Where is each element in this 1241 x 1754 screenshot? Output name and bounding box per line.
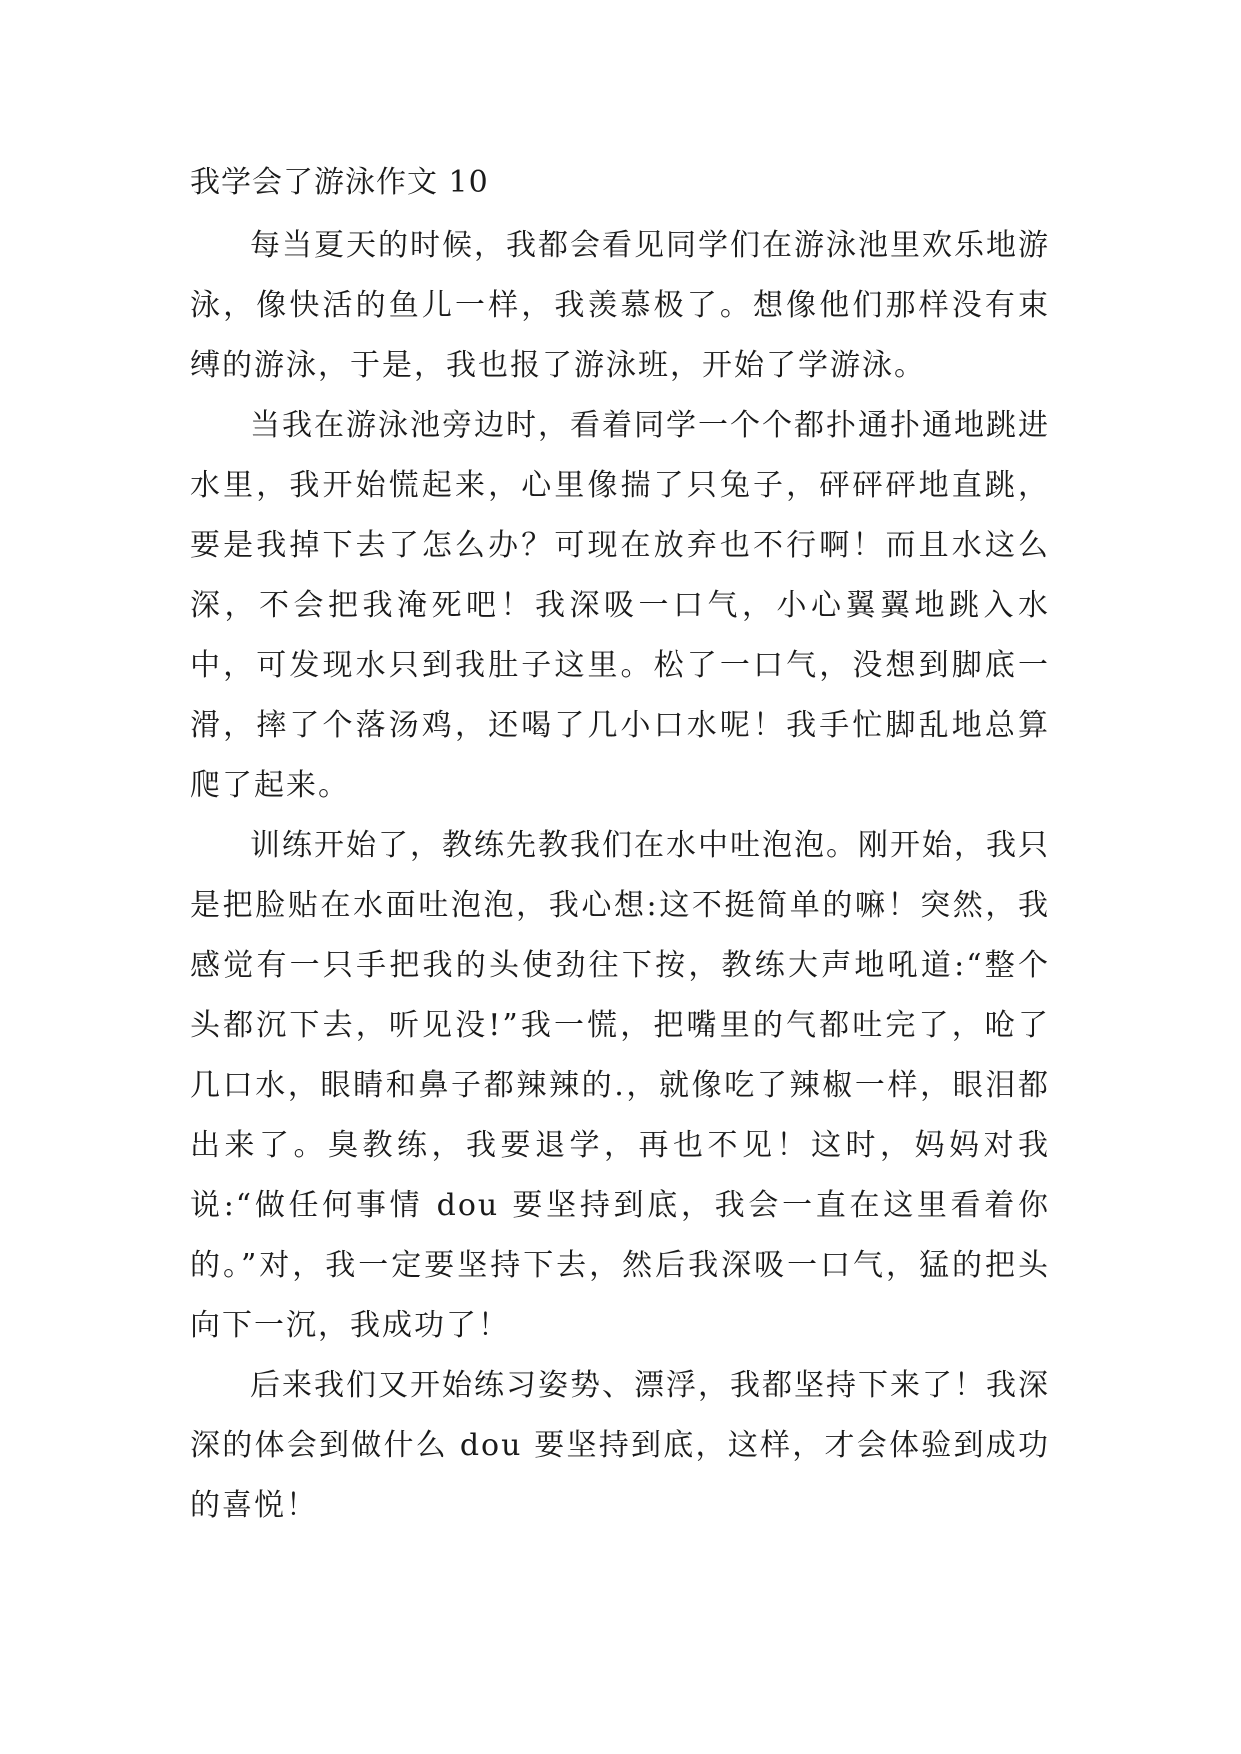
paragraph-4: 后来我们又开始练习姿势、漂浮，我都坚持下来了！我深深的体会到做什么 dou 要坚持到底，这样，才会体验到成功的喜悦！ [190,1368,1050,1523]
paragraph-3: 训练开始了，教练先教我们在水中吐泡泡。刚开始，我只是把脸贴在水面吐泡泡，我心想:这不挺简单的嘛！突然，我感觉有一只手把我的头使劲往下按，教练大声地吼道:“整个头都沉下去，听见没!”我一慌，把嘴里的气都吐完了，呛了几口水，眼睛和鼻子都辣辣的.，就像吃了辣椒一样，眼泪都出来了。臭教练，我要退学，再也不见！这时，妈妈对我说:“做任何事情 dou 要坚持到底，我会一直在这里看着你的。”对，我一定要坚持下去，然后我深吸一口气，猛的把头向下一沉，我成功了！ [190,828,1050,1343]
document-title: 我学会了游泳作文 10 [190,165,489,200]
document-body [190,216,1050,1536]
paragraph-1: 每当夏天的时候，我都会看见同学们在游泳池里欢乐地游泳，像快活的鱼儿一样，我羡慕极了。想像他们那样没有束缚的游泳，于是，我也报了游泳班，开始了学游泳。 [190,228,1050,383]
paragraph-2: 当我在游泳池旁边时，看着同学一个个都扑通扑通地跳进水里，我开始慌起来，心里像揣了只兔子，砰砰砰地直跳，要是我掉下去了怎么办？可现在放弃也不行啊！而且水这么深，不会把我淹死吧！我深吸一口气，小心翼翼地跳入水中，可发现水只到我肚子这里。松了一口气，没想到脚底一滑，摔了个落汤鸡，还喝了几小口水呢！我手忙脚乱地总算爬了起来。 [190,408,1050,803]
